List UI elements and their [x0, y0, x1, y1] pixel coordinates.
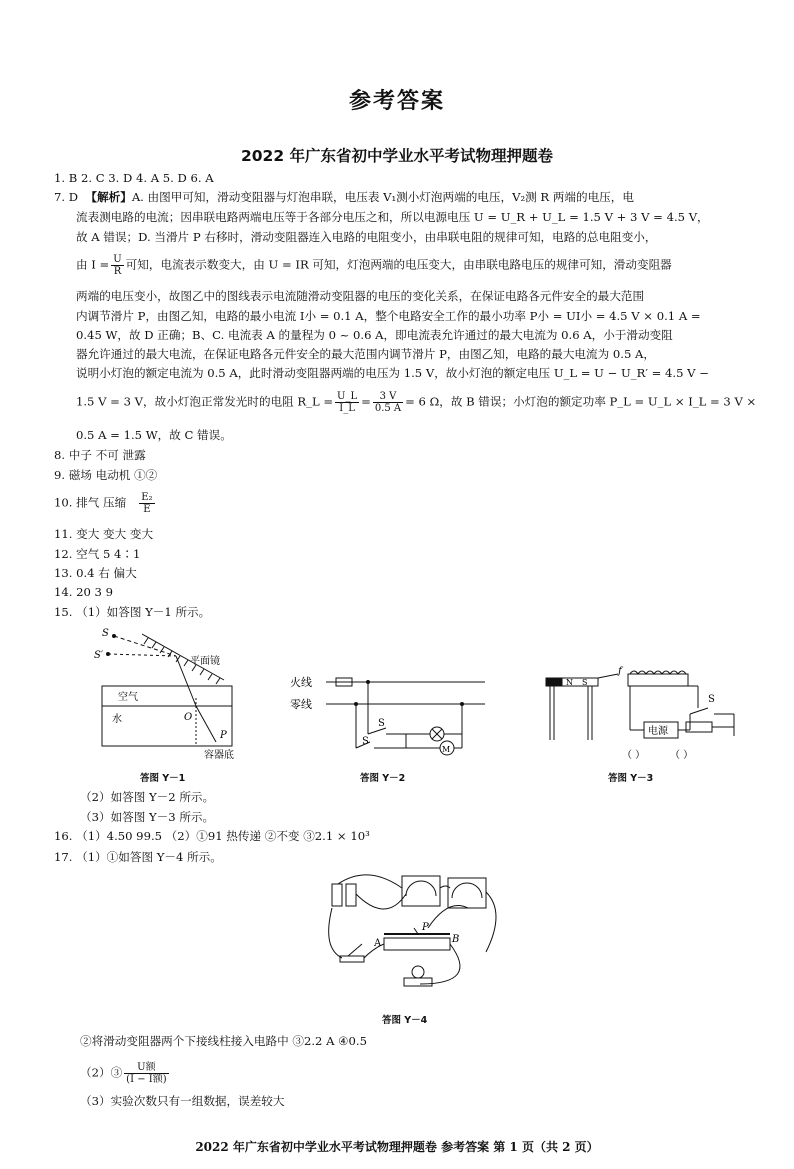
answer-8: 8. 中子 不可 泄露 — [54, 448, 146, 462]
answer-17-1: 17. （1）①如答图 Y－4 所示。 — [54, 850, 222, 864]
caption-y2: 答图 Y－2 — [360, 773, 406, 784]
page-footer: 2022 年广东省初中学业水平考试物理押题卷 参考答案 第 1 页（共 2 页） — [195, 1140, 599, 1154]
q7-line-8: 器允许通过的最大电流，在保证电路各元件安全的最大范围内调节滑片 P，由图乙知，电路的最大电流为 0.5 A， — [76, 347, 655, 361]
answer-15-3: （3）如答图 Y－3 所示。 — [80, 810, 215, 824]
figure-y4-circuit — [318, 868, 504, 998]
label-mirror: 平面镜 — [190, 656, 220, 667]
q7-text-10a: 1.5 V = 3 V，故小灯泡正常发光时的电阻 R_L = — [76, 394, 334, 409]
label-terminal-right: （ ） — [670, 750, 694, 761]
motor-symbol: M — [442, 745, 451, 754]
caption-y4: 答图 Y－4 — [382, 1015, 428, 1026]
answer-16: 16. （1）4.50 99.5 （2）①91 热传递 ②不变 ③2.1 × 10³ — [54, 829, 370, 843]
answer-17-3-fraction — [124, 1062, 168, 1085]
q7-fraction-ul-il — [335, 391, 359, 414]
label-n-pole: N — [566, 678, 573, 687]
q7-line-3: 故 A 错误；D. 当滑片 P 右移时，滑动变阻器连入电路的电阻变小，由串联电阻的规律可知，电路的总电阻变小， — [76, 230, 657, 244]
fraction-numerator: U — [113, 254, 122, 265]
label-neutral: 零线 — [290, 698, 312, 711]
fraction-numerator: E₂ — [141, 492, 153, 503]
label-o: O — [184, 712, 193, 723]
figure-y2-circuit — [290, 664, 490, 764]
q7-line-7: 0.45 W，故 D 正确；B、C. 电流表 A 的量程为 0 ~ 0.6 A，即电流表允许通过的最大电流为 0.6 A，小于滑动变阻 — [76, 328, 673, 342]
q7-text-4b: 可知，电流表示数变大，由 U = IR 可知，灯泡两端的电压变大，由串联电路电压的规律可知，滑动变阻器 — [125, 257, 672, 272]
label-air: 空气 — [118, 692, 138, 703]
answer-15-2: （2）如答图 Y－2 所示。 — [80, 790, 215, 804]
q7-fraction-u-r — [111, 254, 123, 277]
q7-fraction-3v-05a — [373, 391, 403, 414]
label-a: A — [374, 938, 382, 949]
caption-y3: 答图 Y－3 — [608, 773, 654, 784]
q7-line-9: 说明小灯泡的额定电流为 0.5 A，此时滑动变阻器两端的电压为 1.5 V，故小灯泡的额定电压 U_L = U − U_R′ = 4.5 V − — [76, 366, 709, 380]
q7-line-11: 0.5 A = 1.5 W，故 C 错误。 — [76, 428, 232, 442]
label-bottom: 容器底 — [204, 750, 234, 761]
fraction-numerator: 3 V — [373, 391, 403, 403]
label-power: 电源 — [648, 726, 668, 737]
answer-11: 11. 变大 变大 变大 — [54, 527, 154, 541]
q7-text-4a: 由 I = — [76, 257, 110, 272]
answer-9: 9. 磁场 电动机 ①② — [54, 468, 158, 482]
caption-y1: 答图 Y－1 — [140, 773, 186, 784]
label-live: 火线 — [290, 676, 312, 689]
answer-15-1: 15. （1）如答图 Y－1 所示。 — [54, 605, 211, 619]
exam-subtitle: 2022 年广东省初中学业水平考试物理押题卷 — [240, 147, 554, 165]
label-s: S — [102, 628, 109, 639]
label-s-prime: S′ — [94, 650, 104, 661]
figure-y3-electromagnet — [538, 664, 738, 764]
q7-line-10 — [76, 391, 756, 414]
fraction-denominator: R — [113, 266, 122, 277]
label-s-pole: S — [582, 678, 588, 687]
label-switch: S — [708, 694, 715, 705]
answer-13: 13. 0.4 右 偏大 — [54, 566, 137, 580]
label-b: B — [452, 934, 460, 945]
fraction-numerator: U_L — [337, 391, 358, 402]
answer-17-3-text: （2）③ — [80, 1065, 123, 1080]
q7-line-5: 两端的电压变小，故图乙中的图线表示电流随滑动变阻器的电压的变化关系，在保证电路各元件安全的最大范围 — [76, 289, 645, 303]
answer-17-2: ②将滑动变阻器两个下接线柱接入电路中 ③2.2 A ④0.5 — [80, 1034, 367, 1048]
equals-sign: = — [361, 394, 371, 409]
q7-number: 7. D — [54, 190, 79, 204]
q7-line-1 — [54, 190, 634, 205]
answer-14: 14. 20 3 9 — [54, 585, 113, 599]
answers-1-6: 1. B 2. C 3. D 4. A 5. D 6. A — [54, 171, 214, 185]
label-p: P — [422, 922, 429, 933]
answer-10-fraction — [139, 492, 154, 515]
fraction-denominator: (I − I额) — [126, 1074, 167, 1085]
fraction-denominator: E — [143, 504, 151, 515]
page-title: 参考答案 — [348, 89, 445, 114]
q7-line-4 — [76, 254, 672, 277]
q7-text-10b: = 6 Ω，故 B 错误；小灯泡的额定功率 P_L = U_L × I_L = 3 V × — [405, 394, 757, 409]
label-p: P — [220, 730, 227, 741]
q7-line-2: 流表测电路的电流；因串联电路两端电压等于各部分电压之和，所以电源电压 U = U_R + U_L = 1.5 V + 3 V = 4.5 V， — [76, 210, 709, 224]
answer-17-3 — [80, 1062, 171, 1085]
answer-12: 12. 空气 5 4∶1 — [54, 547, 141, 561]
q7-analysis-tag: 【解析】 — [85, 190, 132, 204]
fraction-denominator: 0.5 A — [374, 403, 402, 414]
label-switch-2: S — [362, 736, 369, 747]
answer-10-text: 10. 排气 压缩 — [54, 495, 127, 510]
label-terminal-left: （ ） — [622, 750, 646, 761]
label-force: f — [618, 666, 622, 677]
q7-text-1: A. 由图甲可知，滑动变阻器与灯泡串联，电压表 V₁测小灯泡两端的电压，V₂测 R 两端的电压，电 — [131, 190, 634, 204]
label-switch-1: S — [378, 718, 385, 729]
fraction-numerator: U额 — [124, 1062, 168, 1074]
figure-y1-optics — [84, 624, 264, 774]
answer-17-4: （3）实验次数只有一组数据，误差较大 — [80, 1094, 285, 1108]
fraction-denominator: I_L — [339, 403, 355, 414]
label-water: 水 — [112, 714, 122, 725]
answer-10 — [54, 492, 157, 515]
q7-line-6: 内调节滑片 P，由图乙知，电路的最小电流 I小 = 0.1 A，整个电路安全工作的最小功率 P小 = UI小 = 4.5 V × 0.1 A = — [76, 309, 701, 323]
